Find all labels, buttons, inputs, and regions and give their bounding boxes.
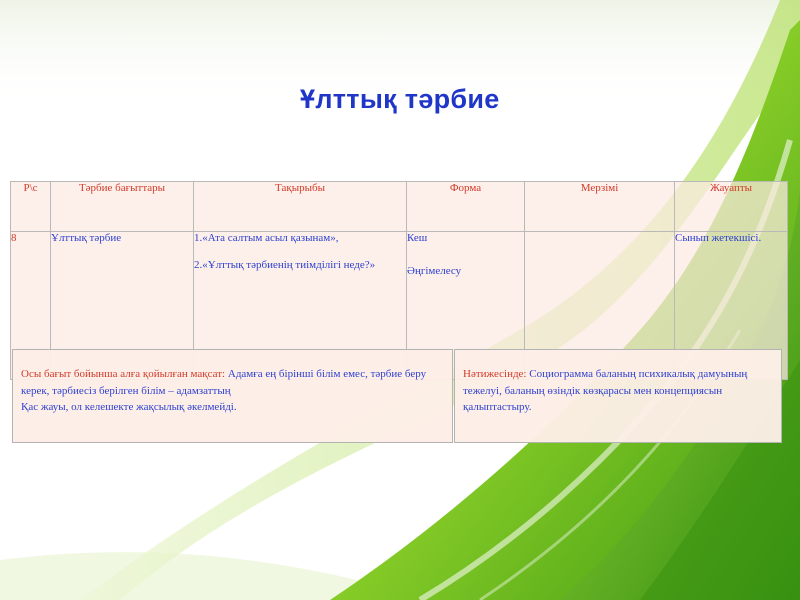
result-text: Социограмма баланың психикалық дамуының тежелуі, баланың өзіндік көзқарасы мен концепциясын қалыптастыру. [463,368,748,413]
topic-item-2: 2.«Ұлттық тәрбиенің тиімділігі неде?» [194,259,376,272]
header-responsible: Жауапты [675,182,788,232]
topic-item-1: 1.«Ата салтым асыл қазынам», [194,232,339,244]
cell-responsible: Сынып жетекшісі. [675,232,788,380]
table-header-row [11,182,788,232]
goal-text: Адамға ең біріншi білім емес, тәрбие беру керек, тәрбиесіз берілген білім – адамзаттың [21,368,427,397]
header-deadline: Мерзімі [525,182,675,232]
form-item-2: Әңгімелесу [407,265,462,278]
header-number: Р\с [11,182,51,232]
result-box [454,349,782,443]
result-label: Нәтижесінде: [463,368,527,380]
header-direction: Тәрбие бағыттары [51,182,194,232]
cell-number: 8 [11,232,51,380]
form-item-1: Кеш [407,232,428,244]
header-topic: Тақырыбы [194,182,407,232]
cell-direction: Ұлттық тәрбие [51,232,194,380]
header-form: Форма [407,182,525,232]
goal-text-continued: Қас жауы, ол келешекте жақсылық әкелмейді. [21,401,237,413]
goal-box [12,349,453,443]
goal-label: Осы бағыт бойынша алға қойылған мақсат: [21,368,226,380]
slide-title: Ұлттық тәрбие [300,84,500,114]
